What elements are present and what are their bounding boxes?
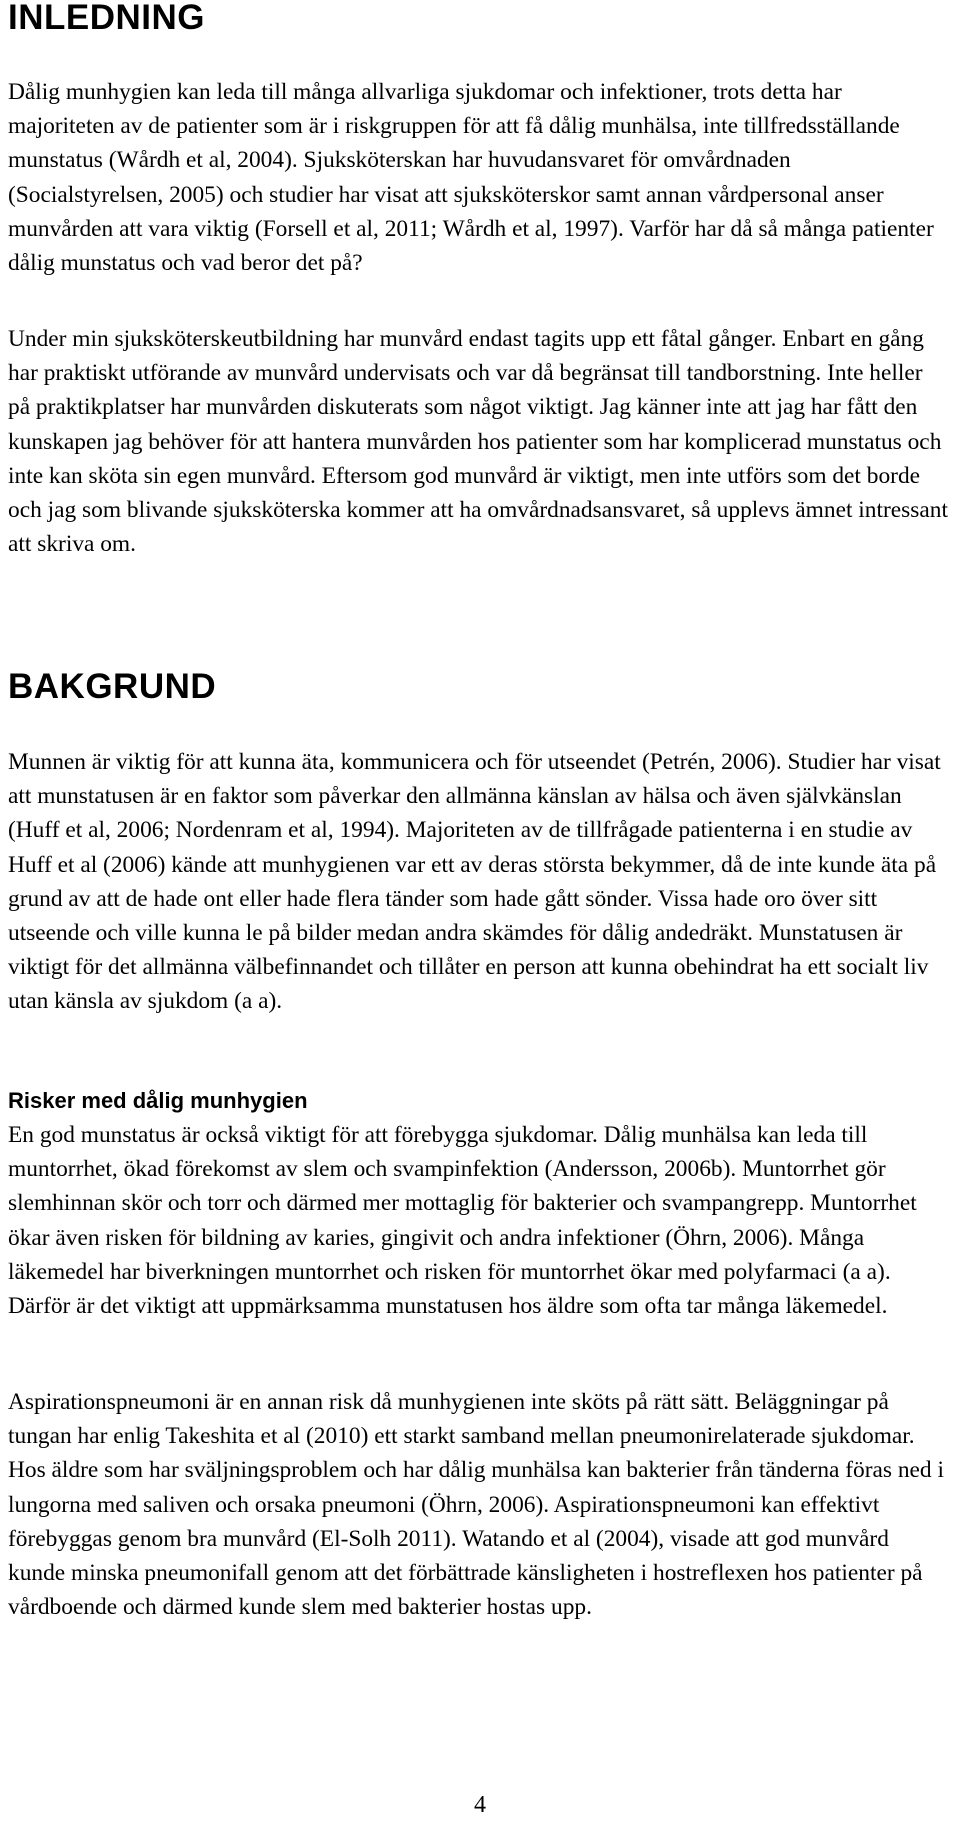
subheading-risker: Risker med dålig munhygien — [8, 1088, 308, 1113]
heading-bakgrund: BAKGRUND — [8, 667, 217, 706]
paragraph-aspiration: Aspirationspneumoni är en annan risk då munhygienen inte sköts på rätt sätt. Beläggningar på tungan har enlig Takeshita et al (2010) ett starkt samband mellan pneumonirelaterade sjukdomar. Hos äldre som har sväljningsproblem och har dålig munhälsa kan bakterier från tänderna föras ned i lungorna med saliven och orsaka pneumoni (Öhrn, 2006). Aspirationspneumoni kan effektivt förebyggas genom bra munvård (El-Solh 2011). Watando et al (2004), visade att god munvård kunde minska pneumonifall genom att det förbättrade känsligheten i hostreflexen hos patienter på vårdboende och därmed kunde slem med bakterier hostas upp. — [8, 1389, 944, 1621]
paragraph-intro: Dålig munhygien kan leda till många allvarliga sjukdomar och infektioner, trots detta har majoriteten av de patienter som är i riskgruppen för att få dålig munhälsa, inte tillfredsställande munstatus (Wårdh et al, 2004). Sjuksköterskan har huvudansvaret för omvårdnaden (Socialstyrelsen, 2005) och studier har visat att sjuksköterskor samt annan vårdpersonal anser munvården att vara viktig (Forsell et al, 2011; Wårdh et al, 1997). Varför har då så många patienter dålig munstatus och vad beror det på? — [8, 79, 934, 277]
paragraph-risker: En god munstatus är också viktigt för att förebygga sjukdomar. Dålig munhälsa kan leda till muntorrhet, ökad förekomst av slem och svampinfektion (Andersson, 2006b). Muntorrhet gör slemhinnan skör och torr och därmed mer mottaglig för bakterier och svampangrepp. Muntorrhet ökar även risken för bildning av karies, gingivit och andra infektioner (Öhrn, 2006). Många läkemedel har biverkningen muntorrhet och risken för muntorrhet ökar med polyfarmaci (a a). Därför är det viktigt att uppmärksamma munstatusen hos äldre som ofta tar många läkemedel. — [8, 1122, 917, 1320]
heading-inledning: INLEDNING — [8, 0, 205, 37]
paragraph-bakgrund: Munnen är viktig för att kunna äta, kommunicera och för utseendet (Petrén, 2006). Studier har visat att munstatusen är en faktor som påverkar den allmänna känslan av hälsa och även självkänslan (Huff et al, 2006; Nordenram et al, 1994). Majoriteten av de tillfrågade patienterna i en studie av Huff et al (2006) kände att munhygienen var ett av deras största bekymmer, då de inte kunde äta på grund av att de hade ont eller hade flera tänder som hade gått sönder. Vissa hade oro över sitt utseende och ville kunna le på bilder medan andra skämdes för dålig andedräkt. Munstatusen är viktigt för det allmänna välbefinnandet och tillåter en person att kunna obehindrat ha ett socialt liv utan känsla av sjukdom (a a). — [8, 749, 941, 1015]
paragraph-motivation: Under min sjuksköterskeutbildning har munvård endast tagits upp ett fåtal gånger. Enbart en gång har praktiskt utförande av munvård undervisats och var då begränsat till tandborstning. Inte heller på praktikplatser har munvården diskuterats som något viktigt. Jag känner inte att jag har fått den kunskapen jag behöver för att hantera munvården hos patienter som har komplicerad munstatus och inte kan sköta sin egen munvård. Eftersom god munvård är viktigt, men inte utförs som det borde och jag som blivande sjuksköterska kommer att ha omvårdnadsansvaret, så upplevs ämnet intressant att skriva om. — [8, 326, 948, 558]
page-number: 4 — [474, 1792, 486, 1818]
